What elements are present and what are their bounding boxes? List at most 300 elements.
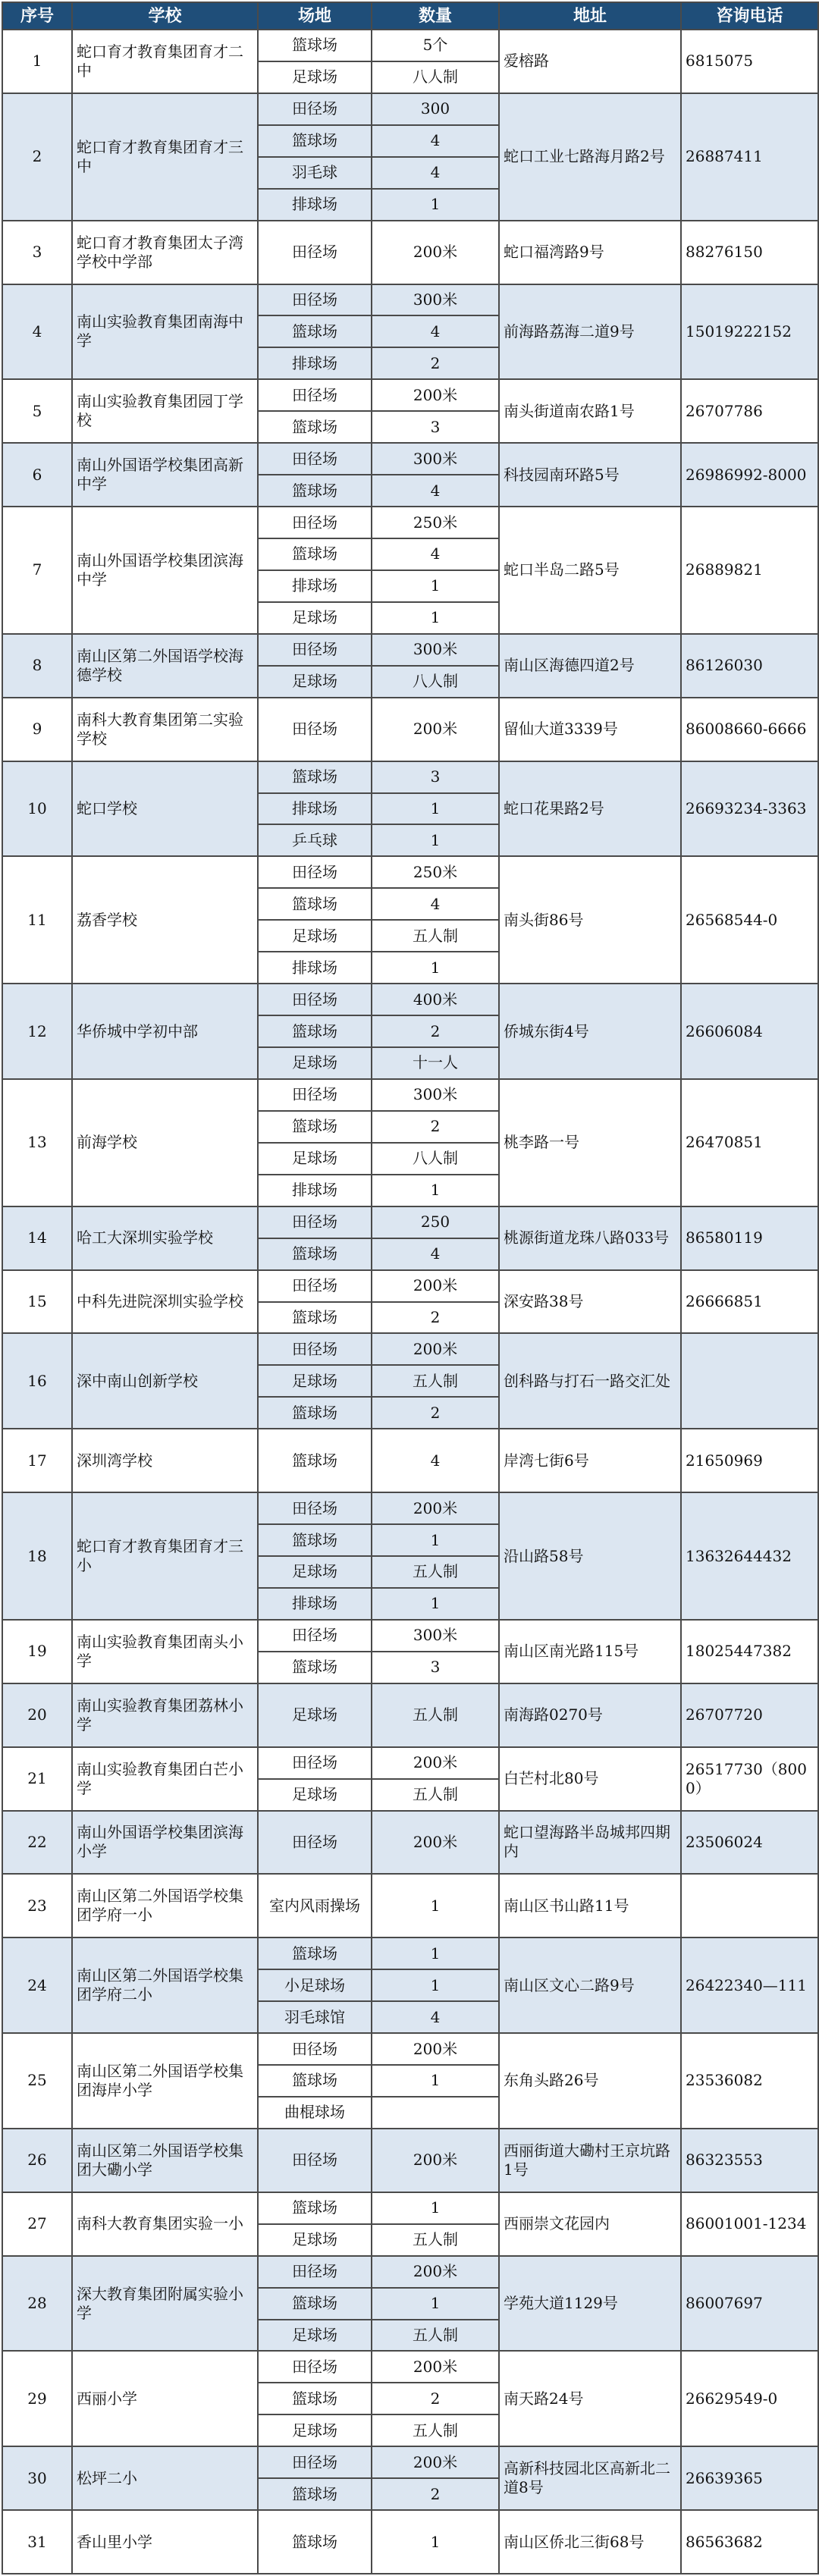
school-address: 沿山路58号 <box>499 1492 681 1620</box>
venue-type: 田径场 <box>258 634 372 666</box>
venue-quantity: 300米 <box>372 634 499 666</box>
table-row <box>2 1747 818 1779</box>
school-name: 南科大教育集团第二实验学校 <box>72 698 258 761</box>
row-number: 2 <box>2 93 72 221</box>
contact-phone: 86126030 <box>681 634 818 698</box>
venue-quantity: 4 <box>372 538 499 570</box>
venue-quantity: 2 <box>372 2383 499 2414</box>
row-number: 1 <box>2 30 72 93</box>
venue-type: 篮球场 <box>258 125 372 157</box>
school-address: 创科路与打石一路交汇处 <box>499 1333 681 1429</box>
row-number: 16 <box>2 1333 72 1429</box>
row-number: 28 <box>2 2256 72 2352</box>
contact-phone: 26666851 <box>681 1270 818 1334</box>
table-row <box>2 2129 818 2192</box>
row-number: 22 <box>2 1811 72 1875</box>
venue-type: 足球场 <box>258 1143 372 1175</box>
row-number: 24 <box>2 1937 72 2033</box>
school-address: 白芒村北80号 <box>499 1747 681 1811</box>
header-venue: 场地 <box>258 2 372 30</box>
school-name: 南山外国语学校集团滨海小学 <box>72 1811 258 1875</box>
table-row <box>2 2033 818 2065</box>
school-name: 南山区第二外国语学校集团学府二小 <box>72 1937 258 2033</box>
contact-phone: 86563682 <box>681 2510 818 2574</box>
school-name: 松坪二小 <box>72 2446 258 2510</box>
contact-phone: 26629549-0 <box>681 2351 818 2446</box>
school-address: 蛇口工业七路海月路2号 <box>499 93 681 221</box>
venue-type: 篮球场 <box>258 1524 372 1556</box>
venue-type: 足球场 <box>258 1556 372 1588</box>
venue-quantity: 300米 <box>372 443 499 475</box>
row-number: 6 <box>2 443 72 507</box>
table-row <box>2 2351 818 2383</box>
school-name: 蛇口育才教育集团育才三小 <box>72 1492 258 1620</box>
venue-type: 排球场 <box>258 189 372 221</box>
venue-quantity: 200米 <box>372 1492 499 1524</box>
venue-type: 田径场 <box>258 984 372 1015</box>
venue-type: 篮球场 <box>258 1111 372 1143</box>
contact-phone: 26517730（8000） <box>681 1747 818 1811</box>
table-body <box>2 30 818 2574</box>
venue-quantity: 十一人 <box>372 1047 499 1079</box>
school-name: 南科大教育集团实验一小 <box>72 2192 258 2256</box>
contact-phone: 86007697 <box>681 2256 818 2352</box>
table-row <box>2 2256 818 2288</box>
venue-type: 田径场 <box>258 507 372 538</box>
contact-phone: 26639365 <box>681 2446 818 2510</box>
contact-phone: 26606084 <box>681 984 818 1079</box>
venue-type: 篮球场 <box>258 1429 372 1492</box>
row-number: 9 <box>2 698 72 761</box>
venue-quantity: 2 <box>372 1111 499 1143</box>
school-name: 南山实验教育集团南海中学 <box>72 284 258 380</box>
venue-quantity: 300 <box>372 93 499 125</box>
table-row <box>2 1811 818 1875</box>
venue-quantity: 200米 <box>372 2351 499 2383</box>
header-phone: 咨询电话 <box>681 2 818 30</box>
venue-quantity: 200米 <box>372 221 499 284</box>
venue-type: 田径场 <box>258 2256 372 2288</box>
venue-quantity: 2 <box>372 1397 499 1429</box>
school-address: 东角头路26号 <box>499 2033 681 2129</box>
venue-type: 田径场 <box>258 221 372 284</box>
venue-quantity: 五人制 <box>372 1779 499 1811</box>
venue-type: 足球场 <box>258 1779 372 1811</box>
row-number: 21 <box>2 1747 72 1811</box>
contact-phone: 86323553 <box>681 2129 818 2192</box>
venue-quantity: 200米 <box>372 1747 499 1779</box>
table-row <box>2 93 818 125</box>
header-number: 序号 <box>2 2 72 30</box>
venue-type: 足球场 <box>258 2320 372 2352</box>
venue-type: 篮球场 <box>258 538 372 570</box>
school-address: 高新科技园北区高新北二道8号 <box>499 2446 681 2510</box>
contact-phone: 13632644432 <box>681 1492 818 1620</box>
table-row <box>2 221 818 284</box>
venue-type: 足球场 <box>258 61 372 93</box>
venue-quantity: 2 <box>372 1015 499 1047</box>
venue-quantity: 五人制 <box>372 1683 499 1747</box>
row-number: 26 <box>2 2129 72 2192</box>
school-address: 南山区南光路115号 <box>499 1620 681 1683</box>
school-name: 南山区第二外国语学校集团学府一小 <box>72 1874 258 1937</box>
venue-quantity: 2 <box>372 1302 499 1334</box>
venue-type: 足球场 <box>258 1365 372 1397</box>
table-row <box>2 634 818 666</box>
row-number: 30 <box>2 2446 72 2510</box>
school-name: 华侨城中学初中部 <box>72 984 258 1079</box>
school-name: 南山区第二外国语学校集团海岸小学 <box>72 2033 258 2129</box>
venue-quantity: 1 <box>372 952 499 984</box>
venue-type: 篮球场 <box>258 315 372 347</box>
venue-type: 足球场 <box>258 602 372 634</box>
venue-type: 田径场 <box>258 1620 372 1652</box>
venue-type: 田径场 <box>258 379 372 411</box>
venue-type: 田径场 <box>258 1333 372 1365</box>
row-number: 5 <box>2 379 72 443</box>
row-number: 23 <box>2 1874 72 1937</box>
school-address: 南头街86号 <box>499 856 681 984</box>
venue-quantity: 1 <box>372 602 499 634</box>
school-address: 爱榕路 <box>499 30 681 93</box>
school-address: 蛇口望海路半岛城邦四期内 <box>499 1811 681 1875</box>
venue-type: 篮球场 <box>258 1015 372 1047</box>
contact-phone: 86001001-1234 <box>681 2192 818 2256</box>
venue-quantity: 1 <box>372 1937 499 1969</box>
venue-type: 篮球场 <box>258 411 372 443</box>
venue-quantity: 200米 <box>372 2256 499 2288</box>
header-address: 地址 <box>499 2 681 30</box>
venue-quantity: 200米 <box>372 2446 499 2478</box>
school-name: 南山实验教育集团园丁学校 <box>72 379 258 443</box>
contact-phone: 15019222152 <box>681 284 818 380</box>
row-number: 18 <box>2 1492 72 1620</box>
school-address: 西丽街道大磡村王京坑路1号 <box>499 2129 681 2192</box>
venue-type: 田径场 <box>258 1079 372 1111</box>
school-address: 留仙大道3339号 <box>499 698 681 761</box>
school-name: 南山外国语学校集团滨海中学 <box>72 507 258 634</box>
school-address: 西丽崇文花园内 <box>499 2192 681 2256</box>
venue-quantity: 300米 <box>372 1620 499 1652</box>
venue-quantity: 400米 <box>372 984 499 1015</box>
row-number: 27 <box>2 2192 72 2256</box>
venue-quantity: 八人制 <box>372 666 499 698</box>
venue-quantity: 200米 <box>372 379 499 411</box>
venue-quantity: 1 <box>372 1524 499 1556</box>
contact-phone: 86580119 <box>681 1206 818 1270</box>
school-name: 前海学校 <box>72 1079 258 1206</box>
venue-type: 乒乓球 <box>258 824 372 856</box>
school-name: 南山实验教育集团白芒小学 <box>72 1747 258 1811</box>
venue-type: 篮球场 <box>258 1397 372 1429</box>
contact-phone: 18025447382 <box>681 1620 818 1683</box>
venue-type: 田径场 <box>258 2129 372 2192</box>
school-name: 南山实验教育集团南头小学 <box>72 1620 258 1683</box>
venue-type: 田径场 <box>258 856 372 888</box>
venue-type: 排球场 <box>258 952 372 984</box>
venue-quantity: 250米 <box>372 856 499 888</box>
row-number: 17 <box>2 1429 72 1492</box>
school-address: 南天路24号 <box>499 2351 681 2446</box>
contact-phone: 26568544-0 <box>681 856 818 984</box>
venue-quantity: 1 <box>372 2510 499 2574</box>
venue-quantity: 1 <box>372 793 499 825</box>
school-address: 南山区侨北三街68号 <box>499 2510 681 2574</box>
venue-quantity: 200米 <box>372 1270 499 1302</box>
school-address: 蛇口花果路2号 <box>499 761 681 857</box>
venue-type: 田径场 <box>258 1492 372 1524</box>
venue-type: 篮球场 <box>258 761 372 793</box>
venue-type: 田径场 <box>258 93 372 125</box>
contact-phone: 26889821 <box>681 507 818 634</box>
venue-type: 田径场 <box>258 2033 372 2065</box>
row-number: 14 <box>2 1206 72 1270</box>
venue-type: 足球场 <box>258 1047 372 1079</box>
venue-type: 足球场 <box>258 666 372 698</box>
contact-phone: 88276150 <box>681 221 818 284</box>
school-name: 南山区第二外国语学校海德学校 <box>72 634 258 698</box>
table-row <box>2 443 818 475</box>
row-number: 15 <box>2 1270 72 1334</box>
venue-type: 排球场 <box>258 793 372 825</box>
venue-quantity: 1 <box>372 1969 499 2001</box>
table-row <box>2 284 818 316</box>
school-address: 南海路0270号 <box>499 1683 681 1747</box>
table-row <box>2 761 818 793</box>
table-row <box>2 30 818 61</box>
school-name: 荔香学校 <box>72 856 258 984</box>
contact-phone: 6815075 <box>681 30 818 93</box>
venue-quantity: 五人制 <box>372 2414 499 2446</box>
venue-type: 篮球场 <box>258 2065 372 2097</box>
venue-type: 羽毛球 <box>258 157 372 189</box>
venue-type: 篮球场 <box>258 2383 372 2414</box>
school-name: 中科先进院深圳实验学校 <box>72 1270 258 1334</box>
venue-type: 田径场 <box>258 1747 372 1779</box>
row-number: 25 <box>2 2033 72 2129</box>
venue-quantity: 4 <box>372 888 499 920</box>
school-name: 蛇口学校 <box>72 761 258 857</box>
venue-type: 排球场 <box>258 347 372 379</box>
school-name: 南山区第二外国语学校集团大磡小学 <box>72 2129 258 2192</box>
venue-type: 排球场 <box>258 1175 372 1206</box>
venue-quantity: 250 <box>372 1206 499 1238</box>
venue-quantity: 1 <box>372 1175 499 1206</box>
venue-quantity: 1 <box>372 1874 499 1937</box>
school-address: 深安路38号 <box>499 1270 681 1334</box>
venue-quantity: 五人制 <box>372 2320 499 2352</box>
table-row <box>2 2446 818 2478</box>
venue-type: 室内风雨操场 <box>258 1874 372 1937</box>
school-name: 蛇口育才教育集团育才二中 <box>72 30 258 93</box>
contact-phone: 26422340—111 <box>681 1937 818 2033</box>
row-number: 4 <box>2 284 72 380</box>
contact-phone <box>681 1874 818 1937</box>
venue-type: 篮球场 <box>258 30 372 61</box>
venue-type: 足球场 <box>258 2414 372 2446</box>
contact-phone: 86008660-6666 <box>681 698 818 761</box>
table-row <box>2 698 818 761</box>
contact-phone: 26986992-8000 <box>681 443 818 507</box>
venue-quantity: 3 <box>372 1652 499 1683</box>
contact-phone: 26707786 <box>681 379 818 443</box>
venue-type: 篮球场 <box>258 1302 372 1334</box>
contact-phone: 26707720 <box>681 1683 818 1747</box>
contact-phone: 21650969 <box>681 1429 818 1492</box>
table-row <box>2 856 818 888</box>
table-row <box>2 1079 818 1111</box>
venue-type: 田径场 <box>258 1206 372 1238</box>
venue-quantity: 5个 <box>372 30 499 61</box>
venue-type: 排球场 <box>258 570 372 602</box>
venue-type: 小足球场 <box>258 1969 372 2001</box>
school-name: 深大教育集团附属实验小学 <box>72 2256 258 2352</box>
table-row <box>2 1683 818 1747</box>
venue-quantity: 1 <box>372 570 499 602</box>
contact-phone: 23536082 <box>681 2033 818 2129</box>
school-name: 西丽小学 <box>72 2351 258 2446</box>
row-number: 29 <box>2 2351 72 2446</box>
school-name: 南山外国语学校集团高新中学 <box>72 443 258 507</box>
table-row <box>2 507 818 538</box>
table-row <box>2 2192 818 2224</box>
table-row <box>2 2510 818 2574</box>
venue-quantity: 八人制 <box>372 1143 499 1175</box>
venue-quantity: 4 <box>372 1429 499 1492</box>
row-number: 31 <box>2 2510 72 2574</box>
venue-quantity: 1 <box>372 2065 499 2097</box>
school-address: 科技园南环路5号 <box>499 443 681 507</box>
table-row <box>2 379 818 411</box>
school-address: 桃源街道龙珠八路033号 <box>499 1206 681 1270</box>
venue-quantity: 五人制 <box>372 920 499 952</box>
contact-phone: 26693234-3363 <box>681 761 818 857</box>
table-row <box>2 1620 818 1652</box>
venue-quantity: 3 <box>372 761 499 793</box>
venue-quantity: 五人制 <box>372 1556 499 1588</box>
table-row <box>2 1206 818 1238</box>
venue-quantity: 五人制 <box>372 2224 499 2256</box>
venue-type: 篮球场 <box>258 1937 372 1969</box>
venue-type: 篮球场 <box>258 2192 372 2224</box>
contact-phone <box>681 1333 818 1429</box>
venue-quantity: 200米 <box>372 2129 499 2192</box>
school-address: 学苑大道1129号 <box>499 2256 681 2352</box>
venue-quantity: 300米 <box>372 284 499 316</box>
venue-type: 篮球场 <box>258 1238 372 1270</box>
venue-type: 排球场 <box>258 1588 372 1620</box>
school-address: 蛇口福湾路9号 <box>499 221 681 284</box>
venue-type: 足球场 <box>258 2224 372 2256</box>
venue-type: 篮球场 <box>258 888 372 920</box>
row-number: 7 <box>2 507 72 634</box>
venue-table <box>2 2 819 2574</box>
header-row <box>2 2 818 30</box>
row-number: 13 <box>2 1079 72 1206</box>
table-row <box>2 1492 818 1524</box>
venue-quantity: 2 <box>372 347 499 379</box>
school-address: 岸湾七街6号 <box>499 1429 681 1492</box>
contact-phone: 26887411 <box>681 93 818 221</box>
venue-type: 篮球场 <box>258 2510 372 2574</box>
row-number: 3 <box>2 221 72 284</box>
venue-type: 篮球场 <box>258 475 372 507</box>
school-name: 南山实验教育集团荔林小学 <box>72 1683 258 1747</box>
school-address: 南山区书山路11号 <box>499 1874 681 1937</box>
venue-type: 田径场 <box>258 698 372 761</box>
venue-quantity: 4 <box>372 157 499 189</box>
table-row <box>2 1270 818 1302</box>
school-name: 蛇口育才教育集团太子湾学校中学部 <box>72 221 258 284</box>
school-name: 深中南山创新学校 <box>72 1333 258 1429</box>
school-address: 南山区海德四道2号 <box>499 634 681 698</box>
row-number: 8 <box>2 634 72 698</box>
venue-quantity: 1 <box>372 189 499 221</box>
header-quantity: 数量 <box>372 2 499 30</box>
venue-type: 田径场 <box>258 1811 372 1875</box>
school-name: 蛇口育才教育集团育才三中 <box>72 93 258 221</box>
table-row <box>2 1937 818 1969</box>
venue-quantity: 250米 <box>372 507 499 538</box>
venue-quantity: 1 <box>372 824 499 856</box>
venue-quantity: 4 <box>372 1238 499 1270</box>
school-address: 前海路荔海二道9号 <box>499 284 681 380</box>
venue-quantity: 2 <box>372 2478 499 2510</box>
school-name: 香山里小学 <box>72 2510 258 2574</box>
venue-type: 田径场 <box>258 1270 372 1302</box>
school-name: 哈工大深圳实验学校 <box>72 1206 258 1270</box>
venue-quantity: 4 <box>372 315 499 347</box>
row-number: 20 <box>2 1683 72 1747</box>
school-address: 侨城东街4号 <box>499 984 681 1079</box>
venue-quantity: 1 <box>372 1588 499 1620</box>
school-address: 桃李路一号 <box>499 1079 681 1206</box>
venue-type: 田径场 <box>258 2446 372 2478</box>
venue-quantity: 五人制 <box>372 1365 499 1397</box>
venue-quantity: 200米 <box>372 1811 499 1875</box>
table-row <box>2 1874 818 1937</box>
venue-quantity: 1 <box>372 2192 499 2224</box>
venue-quantity: 3 <box>372 411 499 443</box>
venue-type: 曲棍球场 <box>258 2097 372 2129</box>
venue-quantity: 300米 <box>372 1079 499 1111</box>
venue-type: 足球场 <box>258 1683 372 1747</box>
venue-quantity: 200米 <box>372 1333 499 1365</box>
venue-type: 篮球场 <box>258 2288 372 2320</box>
header-school: 学校 <box>72 2 258 30</box>
school-name: 深圳湾学校 <box>72 1429 258 1492</box>
table-row <box>2 1333 818 1365</box>
contact-phone: 23506024 <box>681 1811 818 1875</box>
venue-quantity: 1 <box>372 2288 499 2320</box>
school-address: 蛇口半岛二路5号 <box>499 507 681 634</box>
venue-type: 篮球场 <box>258 1652 372 1683</box>
row-number: 11 <box>2 856 72 984</box>
contact-phone: 26470851 <box>681 1079 818 1206</box>
school-address: 南头街道南农路1号 <box>499 379 681 443</box>
venue-type: 羽毛球馆 <box>258 2001 372 2033</box>
row-number: 12 <box>2 984 72 1079</box>
venue-quantity: 八人制 <box>372 61 499 93</box>
venue-quantity: 4 <box>372 2001 499 2033</box>
table-row <box>2 1429 818 1492</box>
venue-type: 田径场 <box>258 443 372 475</box>
venue-type: 足球场 <box>258 920 372 952</box>
venue-quantity: 200米 <box>372 2033 499 2065</box>
venue-quantity <box>372 2097 499 2129</box>
table-row <box>2 984 818 1015</box>
venue-quantity: 4 <box>372 475 499 507</box>
